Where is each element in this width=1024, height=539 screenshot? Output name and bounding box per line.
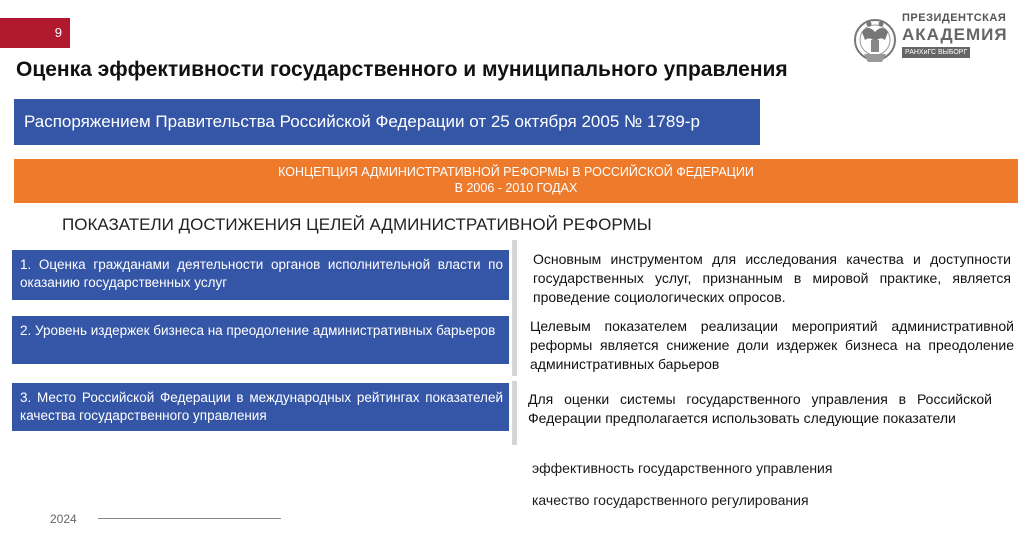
concept-banner-line-2: В 2006 - 2010 ГОДАХ [454,181,578,195]
logo-line-1: ПРЕЗИДЕНТСКАЯ [902,12,1007,24]
metric-item-1: эффективность государственного управления [532,460,833,476]
divider-bar [512,240,517,312]
section-heading: ПОКАЗАТЕЛИ ДОСТИЖЕНИЯ ЦЕЛЕЙ АДМИНИСТРАТИВНОЙ РЕФОРМЫ [62,215,652,234]
academy-logo [852,10,1012,72]
indicator-description-1: Основным инструментом для исследования качества и доступности государственных услуг, признанным в мировой практике, является проведение социологических опросов. [533,251,1011,305]
footer-year: 2024 [50,512,77,526]
divider-bar [512,381,517,445]
double-headed-eagle-emblem-icon [852,10,898,70]
footer-divider [98,518,281,519]
logo-line-2: АКАДЕМИЯ [902,25,1008,44]
indicator-box-2: 2. Уровень издержек бизнеса на преодоление административных барьеров [12,316,509,364]
divider-bar [512,312,517,376]
indicator-box-3: 3. Место Российской Федерации в международных рейтингах показателей качества государственного управления [12,383,509,431]
concept-banner [14,159,1018,203]
indicator-description-3: Для оценки системы государственного управления в Российской Федерации предполагается использовать следующие показатели [528,391,992,426]
concept-banner-line-1: КОНЦЕПЦИЯ АДМИНИСТРАТИВНОЙ РЕФОРМЫ В РОССИЙСКОЙ ФЕДЕРАЦИИ [278,165,754,179]
decree-banner: Распоряжением Правительства Российской Федерации от 25 октября 2005 № 1789-р [14,99,760,145]
page-title: Оценка эффективности государственного и муниципального управления [16,58,788,81]
logo-line-3: РАНХиГС ВЫБОРГ [902,47,970,58]
page-number-badge: 9 [0,18,70,48]
indicator-description-2: Целевым показателем реализации мероприятий административной реформы является снижение доли издержек бизнеса на преодоление административных барьеров [530,318,1014,372]
indicator-box-1: 1. Оценка гражданами деятельности органов исполнительной власти по оказанию государственных услуг [12,250,509,300]
metric-item-2: качество государственного регулирования [532,492,809,508]
